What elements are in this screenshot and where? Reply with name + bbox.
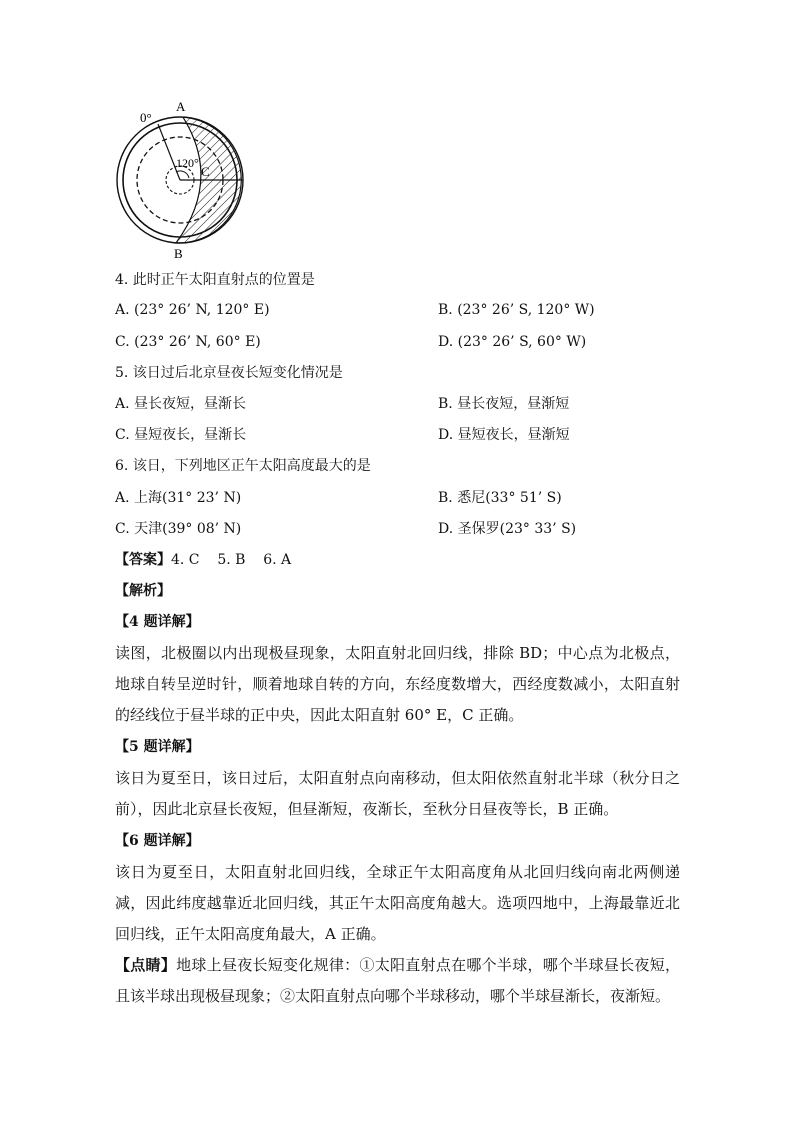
question-5-option-d: D. 昼短夜长，昼渐短 xyxy=(438,427,570,443)
tip-text: 地球上昼夜长短变化规律：①太阳直射点在哪个半球，哪个半球昼长夜短，且该半球出现极昼现象；②太阳直射点向哪个半球移动，哪个半球昼渐长，夜渐短。 xyxy=(115,956,680,1005)
question-5-option-a: A. 昼长夜短，昼渐长 xyxy=(115,396,247,412)
question-5-option-b: B. 昼长夜短，昼渐短 xyxy=(438,396,570,412)
question-6-option-c: C. 天津(39° 08’ N) xyxy=(115,521,242,537)
tip-label: 【点睛】 xyxy=(115,956,177,974)
question-4-option-a: A. (23° 26’ N, 120° E) xyxy=(115,302,270,318)
detail-5-heading: 【5 题详解】 xyxy=(115,739,200,755)
label-b: B xyxy=(174,246,183,261)
question-4-option-c: C. (23° 26’ N, 60° E) xyxy=(115,334,261,350)
answer-line xyxy=(115,550,291,570)
question-6-option-b: B. 悉尼(33° 51’ S) xyxy=(438,490,562,506)
question-6-option-d: D. 圣保罗(23° 33’ S) xyxy=(438,521,577,537)
detail-6-body: 该日为夏至日，太阳直射北回归线，全球正午太阳高度角从北回归线向南北两侧递减，因此纬度越靠近北回归线，其正午太阳高度角越大。选项四地中，上海最靠近北回归线，正午太阳高度角最大，A 正确。 xyxy=(115,863,680,943)
label-zero-degree: 0° xyxy=(140,110,152,125)
polar-view-svg xyxy=(110,96,260,262)
label-c: C xyxy=(201,164,210,179)
detail-5-body: 该日为夏至日，该日过后，太阳直射点向南移动，但太阳依然直射北半球（秋分日之前），因此北京昼长夜短，但昼渐短，夜渐长，至秋分日昼夜等长，B 正确。 xyxy=(115,769,680,818)
answer-text: 4. C 5. B 6. A xyxy=(171,552,292,568)
detail-4-body: 读图，北极圈以内出现极昼现象，太阳直射北回归线，排除 BD；中心点为北极点，地球自转呈逆时针，顺着地球自转的方向，东经度数增大，西经度数减小，太阳直射的经线位于昼半球的正中央，因此太阳直射 60° E，C 正确。 xyxy=(115,644,680,724)
question-5-option-c: C. 昼短夜长，昼渐长 xyxy=(115,427,247,443)
tip-paragraph xyxy=(115,950,680,1012)
question-6-stem: 6. 该日，下列地区正午太阳高度最大的是 xyxy=(115,458,371,474)
question-4-option-b: B. (23° 26’ S, 120° W) xyxy=(438,302,595,318)
question-4-stem: 4. 此时正午太阳直射点的位置是 xyxy=(115,272,315,288)
detail-6-heading: 【6 题详解】 xyxy=(115,833,200,849)
detail-4-heading: 【4 题详解】 xyxy=(115,614,200,630)
analysis-label: 【解析】 xyxy=(115,583,171,599)
label-angle: 120° xyxy=(176,156,199,170)
answer-label: 【答案】 xyxy=(115,552,171,568)
polar-view-diagram xyxy=(110,96,260,262)
question-6-option-a: A. 上海(31° 23’ N) xyxy=(115,490,242,506)
question-5-stem: 5. 该日过后北京昼夜长短变化情况是 xyxy=(115,365,343,381)
question-4-option-d: D. (23° 26’ S, 60° W) xyxy=(438,334,587,350)
label-a: A xyxy=(176,99,186,114)
